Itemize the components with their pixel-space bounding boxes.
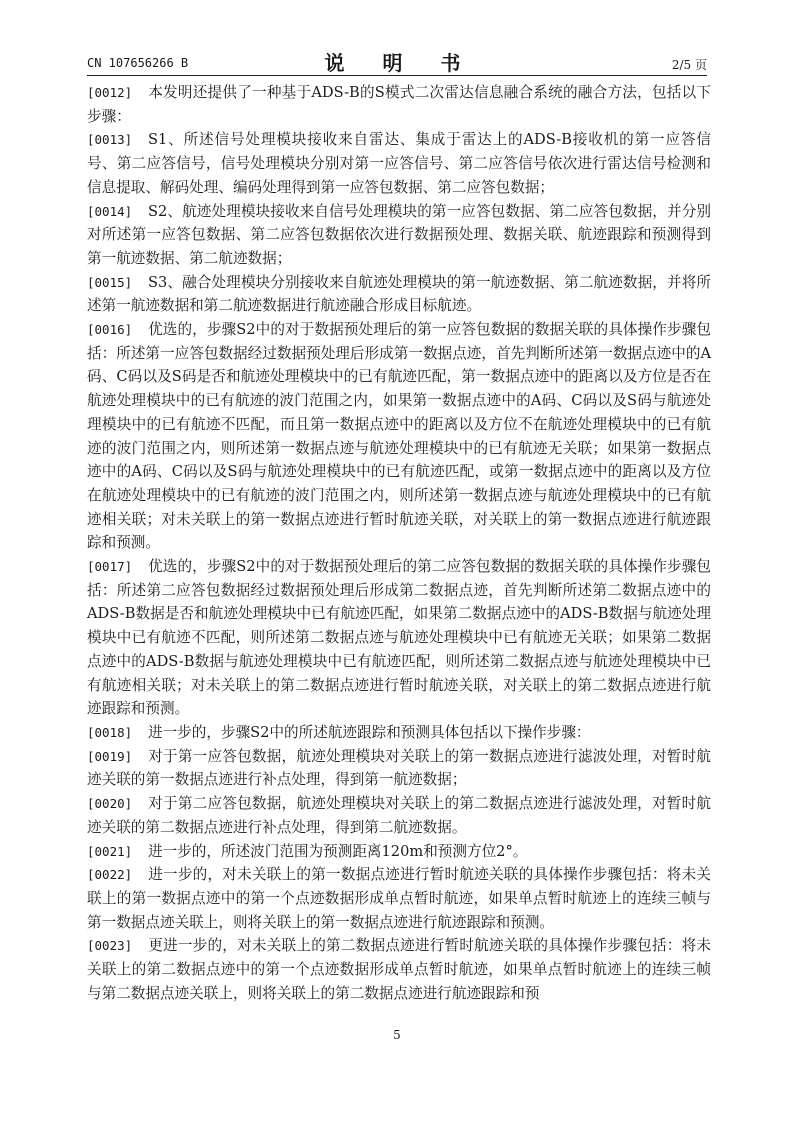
- paragraph-text: S3、融合处理模块分别接收来自航迹处理模块的第一航迹数据、第二航迹数据，并将所述第一航迹数据和第二航迹数据进行航迹融合形成目标航迹。: [87, 273, 711, 315]
- paragraph-text: 对于第一应答包数据，航迹处理模块对关联上的第一数据点迹进行滤波处理，对暂时航迹关联的第一数据点迹进行补点处理，得到第一航迹数据；: [87, 747, 711, 789]
- paragraph-text: 优选的，步骤S2中的对于数据预处理后的第一应答包数据的数据关联的具体操作步骤包括：所述第一应答包数据经过数据预处理后形成第一数据点迹，首先判断所述第一数据点迹中的A码、C码以及S码是否和航迹处理模块中的已有航迹匹配，第一数据点迹中的距离以及方位是否在航迹处理模块中的已有航迹的波门范围之内，如果第一数据点迹中的A码、C码以及S码与航迹处理模块中的已有航迹不匹配，而且第一数据点迹中的距离以及方位不在航迹处理模块中的已有航迹的波门范围之内，则所述第一数据点迹与航迹处理模块中的已有航迹无关联；如果第一数据点迹中的A码、C码以及S码与航迹处理模块中的已有航迹匹配，或第一数据点迹中的距离以及方位在航迹处理模块中的已有航迹的波门范围之内，则所述第一数据点迹与航迹处理模块中的已有航迹相关联；对未关联上的第一数据点迹进行暂时航迹关联，对关联上的第一数据点迹进行航迹跟踪和预测。: [87, 321, 711, 552]
- paragraph-text: S2、航迹处理模块接收来自信号处理模块的第一应答包数据、第二应答包数据，并分别对所述第一应答包数据、第二应答包数据依次进行数据预处理、数据关联、航迹跟踪和预测得到第一航迹数据、第二航迹数据；: [87, 202, 711, 267]
- paragraph-number: [0015]: [87, 274, 133, 290]
- paragraph-number: [0012]: [87, 85, 133, 100]
- page-header: [87, 47, 707, 75]
- paragraph-number: [0014]: [87, 203, 133, 219]
- paragraph-0023: [87, 934, 711, 1005]
- paragraph-number: [0022]: [87, 867, 133, 883]
- page-number: 5: [393, 1028, 401, 1042]
- paragraph-number: [0018]: [87, 724, 133, 740]
- paragraph-0022: [87, 863, 711, 934]
- paragraph-text: 更进一步的，对未关联上的第二数据点迹进行暂时航迹关联的具体操作步骤包括：将未关联上的第二数据点迹中的第一个点迹数据形成单点暂时航迹，如果单点暂时航迹上的连续三帧与第二数据点迹关联上，则将关联上的第二数据点迹进行航迹跟踪和预: [87, 937, 711, 1002]
- paragraph-number: [0016]: [87, 322, 133, 338]
- paragraph-text: 对于第二应答包数据，航迹处理模块对关联上的第二数据点迹进行滤波处理，对暂时航迹关联的第二数据点迹进行补点处理，得到第二航迹数据。: [87, 795, 711, 836]
- paragraph-0018: [87, 721, 711, 745]
- paragraph-0014: [87, 200, 711, 271]
- paragraph-0016: [87, 318, 711, 555]
- paragraph-0020: [87, 792, 711, 839]
- paragraph-number: [0019]: [87, 748, 133, 764]
- paragraph-number: [0023]: [87, 938, 133, 954]
- header-rule: [87, 75, 707, 76]
- paragraph-number: [0020]: [87, 796, 133, 812]
- paragraph-number: [0017]: [87, 559, 133, 575]
- paragraph-0015: [87, 271, 711, 318]
- paragraph-number: [0013]: [87, 132, 133, 148]
- paragraph-0017: [87, 555, 711, 721]
- paragraph-0019: [87, 745, 711, 792]
- paragraph-text: 进一步的，所述波门范围为预测距离120m和预测方位2°。: [148, 842, 528, 860]
- patent-number: CN 107656266 B: [87, 56, 189, 70]
- paragraph-text: 本发明还提供了一种基于ADS-B的S模式二次雷达信息融合系统的融合方法，包括以下步骤：: [87, 84, 711, 125]
- page-info: 2/5 页: [671, 58, 707, 72]
- paragraph-text: S1、所述信号处理模块接收来自雷达、集成于雷达上的ADS-B接收机的第一应答信号、第二应答信号，信号处理模块分别对第一应答信号、第二应答信号依次进行雷达信号检测和信息提取、解码处理、编码处理得到第一应答包数据、第二应答包数据；: [87, 131, 711, 196]
- paragraph-number: [0021]: [87, 843, 133, 859]
- document-body: [87, 81, 711, 1005]
- paragraph-0021: [87, 840, 711, 864]
- document-title: 说 明 书: [324, 51, 470, 75]
- paragraph-text: 进一步的，步骤S2中的所述航迹跟踪和预测具体包括以下操作步骤：: [148, 723, 591, 741]
- paragraph-0013: [87, 128, 711, 199]
- paragraph-text: 进一步的，对未关联上的第一数据点迹进行暂时航迹关联的具体操作步骤包括：将未关联上的第一数据点迹中的第一个点迹数据形成单点暂时航迹，如果单点暂时航迹上的连续三帧与第一数据点迹关联上，则将关联上的第一数据点迹进行航迹跟踪和预测。: [87, 866, 711, 931]
- paragraph-0012: [87, 81, 711, 128]
- paragraph-text: 优选的，步骤S2中的对于数据预处理后的第二应答包数据的数据关联的具体操作步骤包括：所述第二应答包数据经过数据预处理后形成第二数据点迹，首先判断所述第二数据点迹中的ADS-B数据是否和航迹处理模块中已有航迹匹配，如果第二数据点迹中的ADS-B数据与航迹处理模块中已有航迹不匹配，则所述第二数据点迹与航迹处理模块中已有航迹无关联；如果第二数据点迹中的ADS-B数据与航迹处理模块中已有航迹匹配，则所述第二数据点迹与航迹处理模块中已有航迹相关联；对未关联上的第二数据点迹进行暂时航迹关联，对关联上的第二数据点迹进行航迹跟踪和预测。: [87, 558, 711, 718]
